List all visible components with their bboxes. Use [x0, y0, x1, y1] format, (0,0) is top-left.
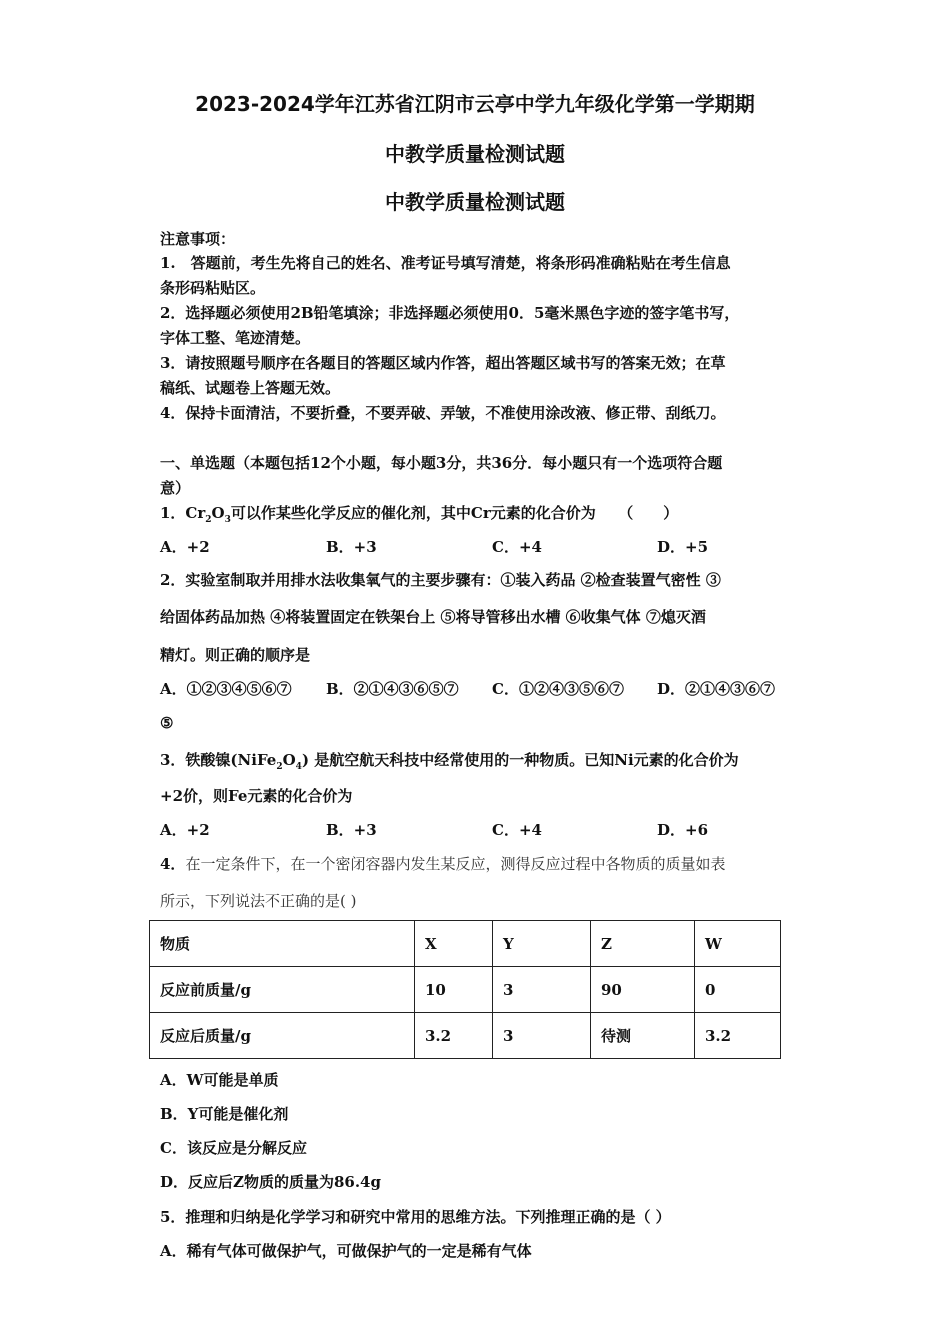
- q1-sub-1: 2: [205, 515, 212, 525]
- q3-sub-1: 2: [276, 762, 283, 772]
- table-header-cell: W: [695, 921, 781, 967]
- q4-option-a[interactable]: A．W可能是单质: [160, 1071, 279, 1089]
- table-cell: 反应前质量/g: [150, 967, 415, 1013]
- section-heading-cont: 意）: [160, 479, 191, 497]
- notice-item-2-cont: 字体工整、笔迹清楚。: [160, 329, 311, 347]
- question-5: 5．推理和归纳是化学学习和研究中常用的思维方法。下列推理正确的是（ ）: [160, 1208, 671, 1226]
- notice-item-1-cont: 条形码粘贴区。: [160, 279, 266, 297]
- mass-data-table: [149, 920, 781, 1059]
- q1-prefix: 1．Cr: [160, 504, 206, 522]
- q3-option-c[interactable]: C．+4: [492, 821, 542, 839]
- q3-text: ) 是航空航天科技中经常使用的一种物质。已知Ni元素的化合价为: [301, 751, 739, 769]
- notice-item-1: 1. 答题前，考生先将自己的姓名、准考证号填写清楚，将条形码准确粘贴在考生信息: [160, 254, 731, 272]
- table-cell: 3: [493, 1013, 591, 1059]
- q2-option-d[interactable]: D．②①④③⑥⑦: [657, 680, 776, 698]
- table-cell: 10: [415, 967, 493, 1013]
- q2-option-d-cont: ⑤: [160, 714, 174, 732]
- q1-option-d[interactable]: D．+5: [657, 538, 709, 556]
- q5-option-a[interactable]: A．稀有气体可做保护气，可做保护气的一定是稀有气体: [160, 1242, 532, 1260]
- question-3-line-2: +2价，则Fe元素的化合价为: [160, 787, 353, 805]
- q3-option-d[interactable]: D．+6: [657, 821, 709, 839]
- question-4-line-2: 所示，下列说法不正确的是( ): [160, 892, 357, 910]
- notice-item-2: 2．选择题必须使用2B铅笔填涂；非选择题必须使用0．5毫米黑色字迹的签字笔书写，: [160, 304, 740, 322]
- section-heading: 一、单选题（本题包括12个小题，每小题3分，共36分．每小题只有一个选项符合题: [160, 454, 723, 472]
- q2-option-c[interactable]: C．①②④③⑤⑥⑦: [492, 680, 624, 698]
- q4-option-b[interactable]: B．Y可能是催化剂: [160, 1105, 289, 1123]
- notice-item-3: 3．请按照题号顺序在各题目的答题区域内作答，超出答题区域书写的答案无效；在草: [160, 354, 726, 372]
- q1-text: 可以作某些化学反应的催化剂，其中Cr元素的化合价为 （ ）: [230, 504, 679, 522]
- q1-option-b[interactable]: B．+3: [326, 538, 377, 556]
- q1-option-a[interactable]: A．+2: [160, 538, 210, 556]
- table-cell: 3.2: [415, 1013, 493, 1059]
- q3-sub-2: 4: [295, 762, 302, 772]
- notice-item-3-cont: 稿纸、试题卷上答题无效。: [160, 379, 341, 397]
- question-3-line-1: [160, 749, 800, 772]
- q2-option-b[interactable]: B．②①④③⑥⑤⑦: [326, 680, 459, 698]
- q4-number: 4．: [160, 855, 186, 873]
- question-2-line-2: 给固体药品加热 ④将装置固定在铁架台上 ⑤将导管移出水槽 ⑥收集气体 ⑦熄灭酒: [160, 608, 706, 626]
- q2-option-a[interactable]: A．①②③④⑤⑥⑦: [160, 680, 292, 698]
- notice-heading: 注意事项：: [160, 230, 236, 248]
- question-4-line-1: [160, 853, 800, 874]
- q3-prefix: 3．铁酸镍(NiFe: [160, 751, 277, 769]
- q4-option-d[interactable]: D．反应后Z物质的质量为86.4g: [160, 1173, 381, 1191]
- q4-text: 在一定条件下，在一个密闭容器内发生某反应，测得反应过程中各物质的质量如表: [185, 855, 726, 873]
- table-cell: 待测: [591, 1013, 695, 1059]
- title-line-2: 中教学质量检测试题: [385, 142, 565, 166]
- notice-item-4: 4．保持卡面清洁，不要折叠，不要弄破、弄皱，不准使用涂改液、修正带、刮纸刀。: [160, 404, 726, 422]
- table-cell: 3.2: [695, 1013, 781, 1059]
- table-cell: 90: [591, 967, 695, 1013]
- table-cell: 3: [493, 967, 591, 1013]
- table-header-cell: Y: [493, 921, 591, 967]
- title-line-3: 中教学质量检测试题: [385, 190, 565, 214]
- q1-option-c[interactable]: C．+4: [492, 538, 542, 556]
- table-cell: 反应后质量/g: [150, 1013, 415, 1059]
- table-header-row: [150, 921, 781, 967]
- table-row: [150, 967, 781, 1013]
- question-2-line-1: 2．实验室制取并用排水法收集氧气的主要步骤有：①装入药品 ②检查装置气密性 ③: [160, 571, 721, 589]
- q3-option-b[interactable]: B．+3: [326, 821, 377, 839]
- q4-option-c[interactable]: C．该反应是分解反应: [160, 1139, 307, 1157]
- q1-sub-2: 3: [224, 515, 231, 525]
- title-line-1: 2023-2024学年江苏省江阴市云亭中学九年级化学第一学期期: [195, 92, 755, 116]
- table-header-cell: 物质: [150, 921, 415, 967]
- table-row: [150, 1013, 781, 1059]
- table-header-cell: Z: [591, 921, 695, 967]
- q3-option-a[interactable]: A．+2: [160, 821, 210, 839]
- question-2-line-3: 精灯。则正确的顺序是: [160, 646, 311, 664]
- question-1: [160, 502, 800, 525]
- q1-mid: O: [211, 504, 225, 522]
- table-header-cell: X: [415, 921, 493, 967]
- q3-mid: O: [282, 751, 296, 769]
- table-cell: 0: [695, 967, 781, 1013]
